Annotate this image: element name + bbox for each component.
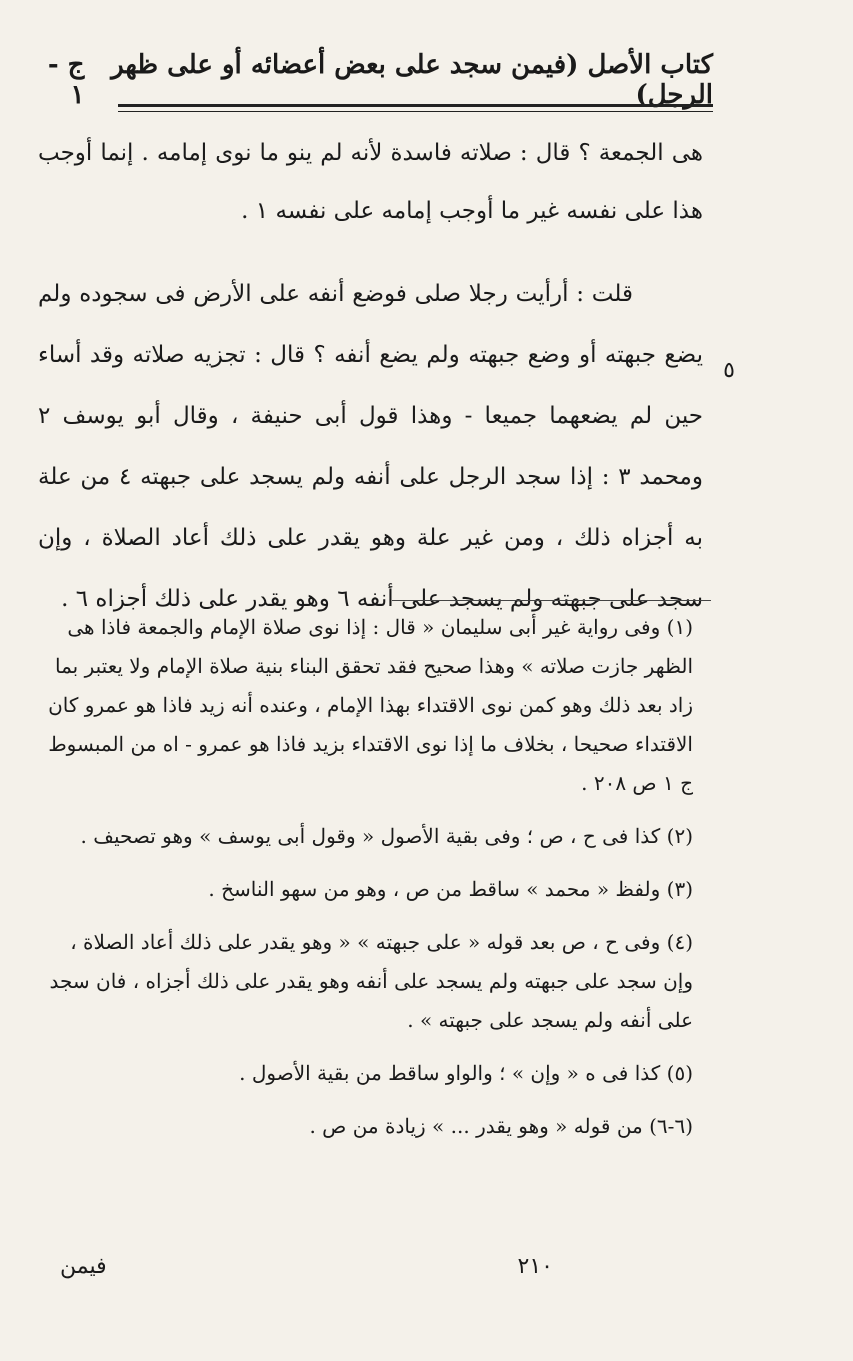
header-volume: ج - ١ <box>47 50 85 110</box>
main-paragraph-1: هى الجمعة ؟ قال : صلاته فاسدة لأنه لم ينو ما نوى إمامه . إنما أوجب هذا على نفسه غير ما أوجب إمامه على نفسه ١ . <box>38 140 703 224</box>
header-rule <box>118 104 713 107</box>
page-number: ٢١٠ <box>517 1254 553 1279</box>
page-footer <box>60 1254 553 1279</box>
header-rule-thin <box>118 111 713 112</box>
running-header <box>30 50 713 110</box>
catchword: فيمن <box>60 1254 107 1279</box>
line-number-marker: ٥ <box>723 358 735 383</box>
main-text <box>38 124 703 630</box>
header-title: كتاب الأصل (فيمن سجد على بعض أعضائه أو على ظهر الرجل) <box>111 50 713 110</box>
footnote-2: (٢) كذا فى ح ، ص ؛ وفى بقية الأصول « وقول أبى يوسف » وهو تصحيف . <box>80 824 693 848</box>
footnote-3: (٣) ولفظ « محمد » ساقط من ص ، وهو من سهو الناسخ . <box>208 877 693 901</box>
footnote-divider <box>392 600 711 601</box>
footnote-5: (٥) كذا فى ه « وإن » ؛ والواو ساقط من بقية الأصول . <box>239 1061 693 1085</box>
footnote-6: (٦-٦) من قوله « وهو يقدر ... » زيادة من ص . <box>309 1114 693 1138</box>
main-paragraph-2: قلت : أرأيت رجلا صلى فوضع أنفه على الأرض فى سجوده ولم يضع جبهته أو وضع جبهته ولم يضع أنفه ؟ قال : تجزيه صلاته وقد أساء حين لم يضعهما جميعا - وهذا قول أبى حنيفة ، وقال أبو يوسف ٢ ومحمد ٣ : إذا سجد الرجل على أنفه ولم يسجد على جبهته ٤ من علة به أجزاه ذلك ، ومن غير علة وهو يقدر على ذلك أعاد الصلاة ، وإن سجد على جبهته ولم يسجد على أنفه ٦ وهو يقدر على ذلك أجزاه ٦ . <box>38 281 703 612</box>
footnote-4: (٤) وفى ح ، ص بعد قوله « على جبهته » « وهو يقدر على ذلك أعاد الصلاة ، وإن سجد على جبهته ولم يسجد على أنفه وهو يقدر على ذلك أجزاه ، فان سجد على أنفه ولم يسجد على جبهته » . <box>49 930 693 1032</box>
footnotes <box>38 608 693 1160</box>
footnote-1: (١) وفى رواية غير أبى سليمان « قال : إذا نوى صلاة الإمام والجمعة فاذا هى الظهر جازت صلاته » وهذا صحيح فقد تحقق البناء بنية صلاة الإمام ولا يعتبر بما زاد بعد ذلك وهو كمن نوى الاقتداء بهذا الإمام ، وعنده أنه زيد فاذا هو عمرو كان الاقتداء صحيحا ، بخلاف ما إذا نوى الاقتداء بزيد فاذا هو عمرو - اه من المبسوط ج ١ ص ٢٠٨ . <box>48 615 693 795</box>
